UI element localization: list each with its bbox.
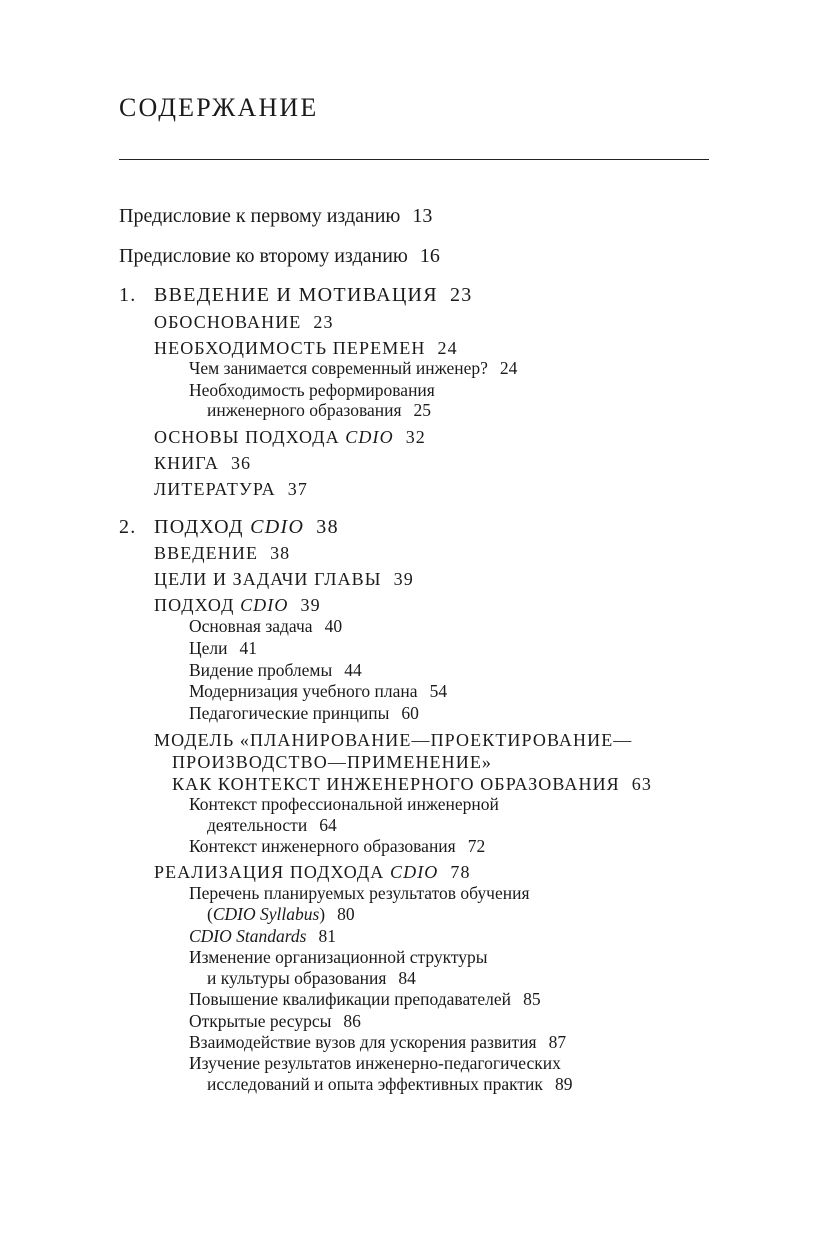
toc-entry-title: ВВЕДЕНИЕ И МОТИВАЦИЯ bbox=[154, 284, 438, 306]
toc-entry-page: 24 bbox=[499, 358, 518, 378]
toc-entry-title: и культуры образования bbox=[207, 968, 387, 988]
toc-entry-title: Открытые ресурсы bbox=[189, 1011, 332, 1031]
toc-entry-page: 78 bbox=[450, 862, 471, 882]
toc-entry-title-italic: CDIO bbox=[240, 595, 289, 615]
toc-entry-page: 60 bbox=[401, 703, 419, 723]
toc-entry-page: 54 bbox=[429, 681, 448, 701]
toc-entry-title: КНИГА bbox=[154, 453, 219, 473]
toc-section-cdio-basics[interactable] bbox=[154, 427, 426, 448]
toc-subsection-pedagogy[interactable] bbox=[189, 703, 419, 724]
toc-entry-title: ПОДХОД bbox=[154, 595, 235, 615]
toc-entry-title: ВВЕДЕНИЕ bbox=[154, 543, 259, 563]
toc-subsection-org-line2[interactable] bbox=[207, 968, 416, 989]
toc-section-rationale[interactable] bbox=[154, 312, 334, 333]
toc-entry-title: НЕОБХОДИМОСТЬ ПЕРЕМЕН bbox=[154, 338, 426, 358]
toc-entry-title-italic: CDIO bbox=[345, 427, 394, 447]
toc-subsection-interaction[interactable] bbox=[189, 1032, 566, 1053]
toc-entry-title: Видение проблемы bbox=[189, 660, 333, 680]
toc-entry-title-italic: CDIO bbox=[250, 516, 305, 538]
toc-entry-paren-close: ) bbox=[319, 904, 326, 924]
toc-section-need-for-change[interactable] bbox=[154, 338, 458, 359]
toc-entry-title-italic: CDIO Standards bbox=[189, 926, 307, 946]
toc-entry-page: 40 bbox=[324, 616, 343, 636]
toc-entry-page: 85 bbox=[523, 989, 541, 1009]
toc-section-literature[interactable] bbox=[154, 479, 308, 500]
toc-entry-page: 84 bbox=[398, 968, 416, 988]
toc-subsection-reform-line1[interactable]: Необходимость реформирования bbox=[189, 380, 435, 400]
toc-subsection-reform-line2[interactable] bbox=[207, 400, 431, 421]
toc-section-chapter-goals[interactable] bbox=[154, 569, 414, 590]
toc-entry-page: 87 bbox=[548, 1032, 567, 1052]
toc-chapter-1[interactable] bbox=[154, 284, 473, 307]
toc-entry-page: 44 bbox=[344, 660, 362, 680]
heading-divider bbox=[119, 159, 709, 160]
toc-section-model-line3[interactable] bbox=[172, 774, 652, 795]
toc-subsection-org-line1[interactable]: Изменение организационной структуры bbox=[189, 947, 488, 967]
toc-entry-page: 81 bbox=[318, 926, 336, 946]
toc-subsection-outcomes-line1[interactable]: Перечень планируемых результатов обучения bbox=[189, 883, 530, 903]
toc-entry-title: КАК КОНТЕКСТ ИНЖЕНЕРНОГО ОБРАЗОВАНИЯ bbox=[172, 774, 620, 794]
toc-entry-title: Цели bbox=[189, 638, 228, 658]
toc-section-introduction[interactable] bbox=[154, 543, 290, 564]
toc-entry-page: 41 bbox=[239, 638, 258, 658]
toc-entry-title: Модернизация учебного плана bbox=[189, 681, 418, 701]
toc-chapter-2[interactable] bbox=[154, 516, 339, 539]
toc-section-model-line1[interactable]: МОДЕЛЬ «ПЛАНИРОВАНИЕ—ПРОЕКТИРОВАНИЕ— bbox=[154, 730, 633, 750]
toc-entry-page: 39 bbox=[393, 569, 414, 589]
toc-entry-page: 23 bbox=[449, 284, 473, 306]
toc-subsection-vision[interactable] bbox=[189, 660, 362, 681]
toc-entry-title: инженерного образования bbox=[207, 400, 402, 420]
toc-entry-title: Педагогические принципы bbox=[189, 703, 390, 723]
toc-entry-title: Чем занимается современный инженер? bbox=[189, 358, 488, 378]
toc-subsection-research-line1[interactable]: Изучение результатов инженерно-педагогических bbox=[189, 1053, 561, 1073]
toc-subsection-curriculum[interactable] bbox=[189, 681, 447, 702]
toc-entry-page: 36 bbox=[230, 453, 252, 473]
toc-entry-title: деятельности bbox=[207, 815, 308, 835]
toc-entry-title: ОБОСНОВАНИЕ bbox=[154, 312, 302, 332]
toc-subsection-edu-context[interactable] bbox=[189, 836, 485, 857]
toc-preface-first[interactable] bbox=[119, 205, 432, 228]
toc-preface-second[interactable] bbox=[119, 245, 440, 268]
toc-section-model-line2[interactable]: ПРОИЗВОДСТВО—ПРИМЕНЕНИЕ» bbox=[172, 752, 493, 772]
toc-entry-title: Основная задача bbox=[189, 616, 313, 636]
toc-entry-page: 16 bbox=[419, 245, 440, 267]
toc-subsection-research-line2[interactable] bbox=[207, 1074, 572, 1095]
toc-entry-page: 24 bbox=[437, 338, 458, 358]
toc-subsection-goals[interactable] bbox=[189, 638, 257, 659]
toc-entry-title: исследований и опыта эффективных практик bbox=[207, 1074, 543, 1094]
toc-section-cdio-approach[interactable] bbox=[154, 595, 321, 616]
toc-subsection-cdio-standards[interactable] bbox=[189, 926, 336, 947]
toc-subsection-prof-context-line2[interactable] bbox=[207, 815, 337, 836]
toc-subsection-teachers[interactable] bbox=[189, 989, 541, 1010]
toc-entry-page: 80 bbox=[337, 904, 355, 924]
toc-entry-title-italic: CDIO bbox=[390, 862, 439, 882]
toc-entry-page: 38 bbox=[316, 516, 339, 538]
toc-entry-title: Контекст инженерного образования bbox=[189, 836, 456, 856]
toc-entry-title: ОСНОВЫ ПОДХОДА bbox=[154, 427, 340, 447]
toc-entry-title: ЦЕЛИ И ЗАДАЧИ ГЛАВЫ bbox=[154, 569, 382, 589]
toc-subsection-prof-context-line1[interactable]: Контекст профессиональной инженерной bbox=[189, 794, 499, 814]
toc-entry-title: Повышение квалификации преподавателей bbox=[189, 989, 512, 1009]
toc-entry-page: 13 bbox=[412, 205, 433, 227]
toc-entry-title: ПОДХОД bbox=[154, 516, 244, 538]
toc-section-implementation[interactable] bbox=[154, 862, 471, 883]
toc-subsection-open-resources[interactable] bbox=[189, 1011, 361, 1032]
toc-entry-page: 89 bbox=[554, 1074, 573, 1094]
toc-entry-paren-open: ( bbox=[207, 904, 213, 924]
toc-entry-title: Взаимодействие вузов для ускорения развития bbox=[189, 1032, 537, 1052]
toc-entry-page: 38 bbox=[270, 543, 291, 563]
toc-entry-page: 32 bbox=[405, 427, 426, 447]
toc-entry-page: 23 bbox=[313, 312, 334, 332]
toc-entry-title: Предисловие ко второму изданию bbox=[119, 245, 408, 267]
toc-entry-page: 37 bbox=[287, 479, 308, 499]
toc-chapter-2-number: 2. bbox=[119, 516, 137, 538]
toc-entry-title: ЛИТЕРАТУРА bbox=[154, 479, 276, 499]
toc-section-book[interactable] bbox=[154, 453, 251, 474]
toc-subsection-outcomes-line2[interactable] bbox=[207, 904, 355, 925]
toc-chapter-1-number: 1. bbox=[119, 284, 137, 306]
toc-entry-page: 63 bbox=[631, 774, 652, 794]
toc-entry-title-italic: CDIO Syllabus bbox=[212, 904, 320, 924]
toc-entry-page: 25 bbox=[413, 400, 432, 420]
toc-entry-page: 86 bbox=[343, 1011, 361, 1031]
toc-entry-title: РЕАЛИЗАЦИЯ ПОДХОДА bbox=[154, 862, 385, 882]
toc-subsection-main-task[interactable] bbox=[189, 616, 342, 637]
toc-entry-title: Предисловие к первому изданию bbox=[119, 205, 401, 227]
toc-entry-page: 64 bbox=[319, 815, 337, 835]
page-title: СОДЕРЖАНИЕ bbox=[119, 93, 319, 122]
toc-entry-page: 39 bbox=[300, 595, 321, 615]
toc-subsection-modern-engineer[interactable] bbox=[189, 358, 517, 379]
toc-entry-page: 72 bbox=[467, 836, 486, 856]
